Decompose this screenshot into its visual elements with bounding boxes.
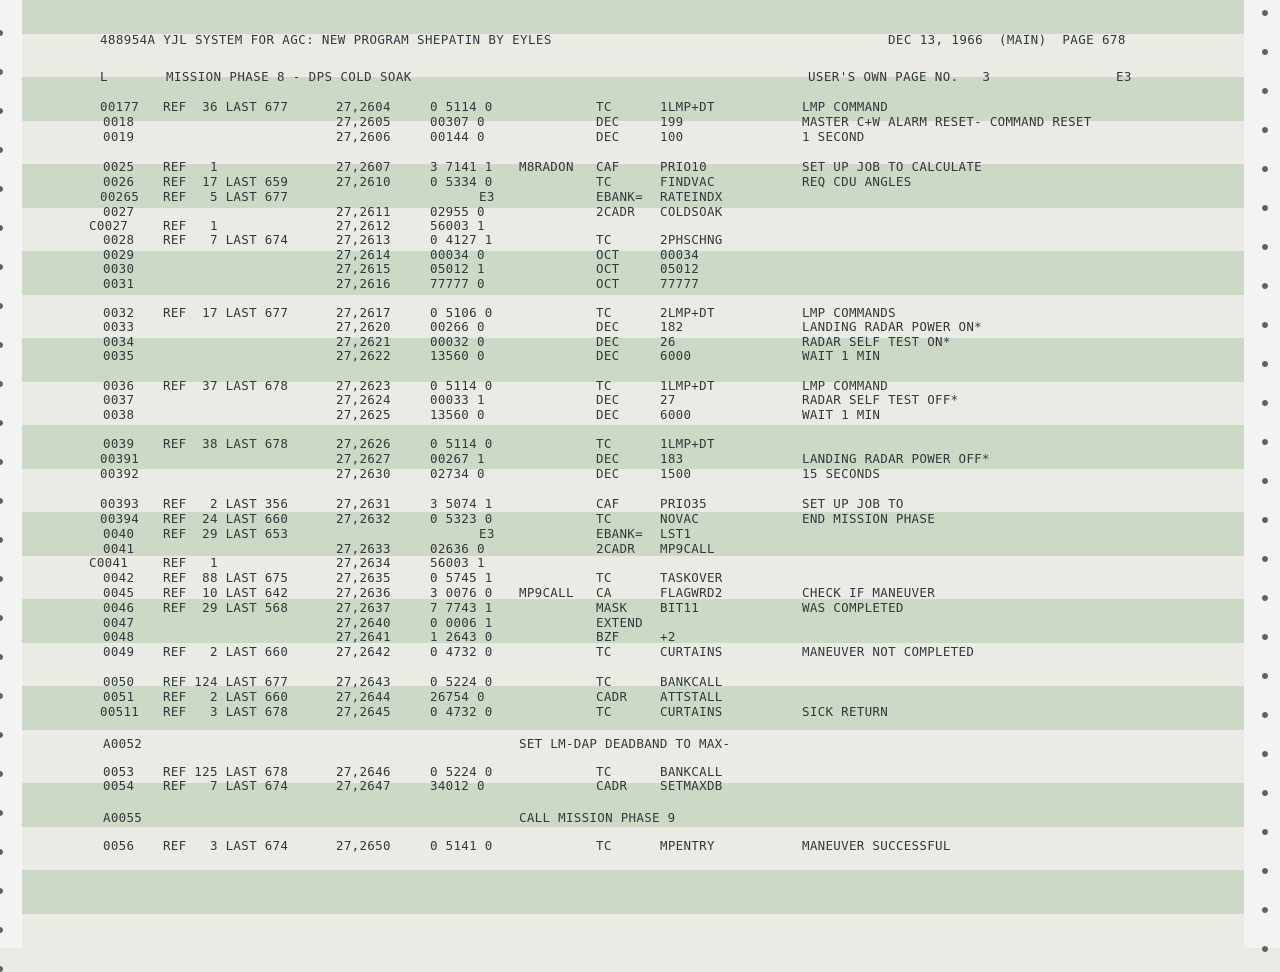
listing-ref: REF 1 [163, 555, 218, 570]
listing-op: CADR [596, 689, 628, 704]
listing-addr: 27,2646 [336, 764, 391, 779]
listing-comment: 15 SECONDS [802, 466, 881, 481]
tractor-hole [1262, 322, 1268, 328]
listing-octal: 1 2643 0 [430, 629, 493, 644]
listing-op: DEC [596, 129, 620, 144]
listing-addr: 27,2616 [336, 276, 391, 291]
listing-line: 0051 [103, 689, 135, 704]
listing-op: TC [596, 674, 612, 689]
listing-ref: REF 38 LAST 678 [163, 436, 289, 451]
listing-op: CADR [596, 778, 628, 793]
listing-addr: 27,2642 [336, 644, 391, 659]
listing-octal: 00033 1 [430, 392, 485, 407]
listing-line: 0056 [103, 838, 135, 853]
listing-operand: 100 [660, 129, 684, 144]
listing-line: 0032 [103, 305, 135, 320]
listing-addr: 27,2605 [336, 114, 391, 129]
listing-addr: 27,2630 [336, 466, 391, 481]
listing-line: 0026 [103, 174, 135, 189]
listing-addr: 27,2611 [336, 204, 391, 219]
listing-addr: 27,2607 [336, 159, 391, 174]
listing-op: DEC [596, 348, 620, 363]
listing-operand: 2LMP+DT [660, 305, 715, 320]
listing-octal: 00144 0 [430, 129, 485, 144]
listing-line: 0030 [103, 261, 135, 276]
listing-line: 0037 [103, 392, 135, 407]
right-tractor-edge [1244, 0, 1280, 948]
listing-octal: 0 0006 1 [430, 615, 493, 630]
listing-op: TC [596, 764, 612, 779]
listing-addr: 27,2617 [336, 305, 391, 320]
listing-line: 0034 [103, 334, 135, 349]
tractor-hole [1262, 673, 1268, 679]
listing-octal: 02636 0 [430, 541, 485, 556]
listing-operand: BANKCALL [660, 674, 723, 689]
listing-operand: 1LMP+DT [660, 436, 715, 451]
listing-line: 0025 [103, 159, 135, 174]
listing-line: C0027 [89, 218, 129, 233]
listing-operand: 1LMP+DT [660, 378, 715, 393]
listing-comment: LMP COMMAND [802, 99, 889, 114]
listing-ref: REF 29 LAST 568 [163, 600, 289, 615]
listing-addr: 27,2612 [336, 218, 391, 233]
tractor-hole [1262, 595, 1268, 601]
tractor-hole [0, 966, 3, 972]
listing-op: EBANK= [596, 189, 643, 204]
listing-octal: 56003 1 [430, 218, 485, 233]
listing-op: DEC [596, 392, 620, 407]
listing-octal: 7 7743 1 [430, 600, 493, 615]
listing-line: 0039 [103, 436, 135, 451]
listing-operand: CURTAINS [660, 704, 723, 719]
listing-line: 0042 [103, 570, 135, 585]
listing-ref: REF 1 [163, 159, 218, 174]
listing-addr: 27,2604 [336, 99, 391, 114]
listing-op: TC [596, 704, 612, 719]
listing-operand: 27 [660, 392, 676, 407]
listing-line: 0046 [103, 600, 135, 615]
listing-octal: E3 [479, 189, 495, 204]
listing-comment: CHECK IF MANEUVER [802, 585, 936, 600]
listing-line: 0045 [103, 585, 135, 600]
listing-line: 0019 [103, 129, 135, 144]
listing-comment: REQ CDU ANGLES [802, 174, 912, 189]
listing-addr: 27,2635 [336, 570, 391, 585]
listing-operand: FINDVAC [660, 174, 715, 189]
listing-octal: 0 4127 1 [430, 232, 493, 247]
listing-octal: 02734 0 [430, 466, 485, 481]
listing-line: 0047 [103, 615, 135, 630]
listing-comment: SET UP JOB TO [802, 496, 904, 511]
listing-ref: REF 7 LAST 674 [163, 232, 289, 247]
listing-op: DEC [596, 319, 620, 334]
listing-op: CA [596, 585, 612, 600]
listing-op: EBANK= [596, 526, 643, 541]
left-tractor-edge [0, 0, 22, 948]
listing-octal: 0 5106 0 [430, 305, 493, 320]
listing-operand: LST1 [660, 526, 692, 541]
listing-line: 0049 [103, 644, 135, 659]
listing-comment: WAIT 1 MIN [802, 407, 881, 422]
tractor-hole [1262, 439, 1268, 445]
listing-octal: 13560 0 [430, 407, 485, 422]
listing-octal: 77777 0 [430, 276, 485, 291]
listing-operand: ATTSTALL [660, 689, 723, 704]
listing-op: CAF [596, 159, 620, 174]
listing-addr: 27,2615 [336, 261, 391, 276]
tractor-hole [1262, 634, 1268, 640]
listing-line: 00391 [100, 451, 140, 466]
listing-line: 0033 [103, 319, 135, 334]
listing-operand: SETMAXDB [660, 778, 723, 793]
listing-comment: LMP COMMAND [802, 378, 889, 393]
listing-comment: END MISSION PHASE [802, 511, 936, 526]
listing-addr: 27,2650 [336, 838, 391, 853]
listing-octal: 0 5224 0 [430, 674, 493, 689]
listing-op: TC [596, 378, 612, 393]
listing-addr: 27,2624 [336, 392, 391, 407]
listing-line: 0040 [103, 526, 135, 541]
listing-operand: +2 [660, 629, 676, 644]
listing-ref: REF 17 LAST 659 [163, 174, 289, 189]
listing-line: 0041 [103, 541, 135, 556]
tractor-hole [1262, 478, 1268, 484]
listing-line: 0054 [103, 778, 135, 793]
listing-addr: 27,2641 [336, 629, 391, 644]
listing-addr: 27,2631 [336, 496, 391, 511]
listing-addr: 27,2614 [336, 247, 391, 262]
listing-addr: 27,2606 [336, 129, 391, 144]
listing-operand: 1LMP+DT [660, 99, 715, 114]
listing-octal: 0 4732 0 [430, 644, 493, 659]
listing-ref: REF 1 [163, 218, 218, 233]
listing-comment: WAIT 1 MIN [802, 348, 881, 363]
listing-ref: REF 125 LAST 678 [163, 764, 289, 779]
listing-line: 00394 [100, 511, 140, 526]
listing-op: 2CADR [596, 204, 636, 219]
tractor-hole [1262, 205, 1268, 211]
listing-addr: 27,2626 [336, 436, 391, 451]
listing-octal: E3 [479, 526, 495, 541]
tractor-hole [1262, 127, 1268, 133]
listing-octal: 34012 0 [430, 778, 485, 793]
listing-op: 2CADR [596, 541, 636, 556]
listing-octal: 0 5114 0 [430, 436, 493, 451]
listing-octal: 05012 1 [430, 261, 485, 276]
greenbar-stripe [22, 251, 1244, 295]
listing-op: OCT [596, 247, 620, 262]
listing-addr: 27,2634 [336, 555, 391, 570]
listing-op: CAF [596, 496, 620, 511]
listing-addr: 27,2644 [336, 689, 391, 704]
tractor-hole [1262, 907, 1268, 913]
listing-op: MASK [596, 600, 628, 615]
listing-comment: 1 SECOND [802, 129, 865, 144]
listing-ref: REF 2 LAST 660 [163, 644, 289, 659]
listing-operand: 183 [660, 451, 684, 466]
listing-op: TC [596, 570, 612, 585]
tractor-hole [1262, 556, 1268, 562]
listing-octal: 00307 0 [430, 114, 485, 129]
ebank-indicator: E3 [1116, 69, 1132, 84]
listing-line: 0031 [103, 276, 135, 291]
listing-line: 00177 [100, 99, 140, 114]
listing-octal: 00266 0 [430, 319, 485, 334]
tractor-hole [1262, 712, 1268, 718]
listing-addr: 27,2622 [336, 348, 391, 363]
listing-addr: 27,2620 [336, 319, 391, 334]
listing-ref: REF 29 LAST 653 [163, 526, 289, 541]
listing-octal: 00032 0 [430, 334, 485, 349]
listing-line: 00265 [100, 189, 140, 204]
listing-line: 0050 [103, 674, 135, 689]
listing-operand: TASKOVER [660, 570, 723, 585]
listing-operand: 1500 [660, 466, 692, 481]
tractor-hole [1262, 517, 1268, 523]
listing-operand: 182 [660, 319, 684, 334]
user-page-number: USER'S OWN PAGE NO. 3 [808, 69, 991, 84]
listing-op: EXTEND [596, 615, 643, 630]
listing-octal: 3 5074 1 [430, 496, 493, 511]
listing-ref: REF 3 LAST 678 [163, 704, 289, 719]
listing-line: 0018 [103, 114, 135, 129]
listing-addr: 27,2621 [336, 334, 391, 349]
listing-op: TC [596, 232, 612, 247]
listing-title: 488954A YJL SYSTEM FOR AGC: NEW PROGRAM SHEPATIN BY EYLES [100, 32, 552, 47]
listing-line: 00392 [100, 466, 140, 481]
listing-operand: RATEINDX [660, 189, 723, 204]
listing-operand: 00034 [660, 247, 700, 262]
listing-octal: 0 5114 0 [430, 99, 493, 114]
listing-octal: 0 5114 0 [430, 378, 493, 393]
listing-ref: REF 3 LAST 674 [163, 838, 289, 853]
listing-op: DEC [596, 407, 620, 422]
listing-op: DEC [596, 114, 620, 129]
listing-ref: REF 36 LAST 677 [163, 99, 289, 114]
listing-operand: PRIO10 [660, 159, 707, 174]
listing-line: 0048 [103, 629, 135, 644]
listing-operand: 6000 [660, 348, 692, 363]
section-letter: L [100, 69, 108, 84]
listing-line: 0027 [103, 204, 135, 219]
section-title: MISSION PHASE 8 - DPS COLD SOAK [166, 69, 412, 84]
listing-operand: FLAGWRD2 [660, 585, 723, 600]
listing-comment: SICK RETURN [802, 704, 889, 719]
listing-date: DEC 13, 1966 (MAIN) PAGE 678 [888, 32, 1126, 47]
listing-comment: MASTER C+W ALARM RESET- COMMAND RESET [802, 114, 1092, 129]
tractor-hole [1262, 790, 1268, 796]
listing-octal: 00034 0 [430, 247, 485, 262]
listing-octal: 02955 0 [430, 204, 485, 219]
listing-op: TC [596, 644, 612, 659]
listing-operand: 6000 [660, 407, 692, 422]
listing-line: 0035 [103, 348, 135, 363]
listing-octal: 0 5224 0 [430, 764, 493, 779]
listing-op: DEC [596, 334, 620, 349]
listing-octal: 3 0076 0 [430, 585, 493, 600]
listing-operand: MPENTRY [660, 838, 715, 853]
listing-operand: CURTAINS [660, 644, 723, 659]
tractor-hole [1262, 829, 1268, 835]
listing-addr: 27,2647 [336, 778, 391, 793]
listing-op: TC [596, 174, 612, 189]
listing-ref: REF 2 LAST 356 [163, 496, 289, 511]
listing-line: 00393 [100, 496, 140, 511]
listing-comment: RADAR SELF TEST ON* [802, 334, 951, 349]
listing-ref: REF 2 LAST 660 [163, 689, 289, 704]
listing-op: OCT [596, 276, 620, 291]
listing-octal: 0 5141 0 [430, 838, 493, 853]
listing-line: 0053 [103, 764, 135, 779]
greenbar-stripe [22, 338, 1244, 382]
listing-addr: 27,2613 [336, 232, 391, 247]
listing-addr: 27,2632 [336, 511, 391, 526]
tractor-hole [1262, 166, 1268, 172]
greenbar-stripe [22, 870, 1244, 914]
listing-comment: RADAR SELF TEST OFF* [802, 392, 959, 407]
listing-operand: NOVAC [660, 511, 700, 526]
listing-op: TC [596, 436, 612, 451]
listing-line: 0028 [103, 232, 135, 247]
listing-comment: MANEUVER SUCCESSFUL [802, 838, 951, 853]
listing-comment: MANEUVER NOT COMPLETED [802, 644, 975, 659]
listing-octal: 56003 1 [430, 555, 485, 570]
listing-operand: 77777 [660, 276, 700, 291]
listing-ref: REF 17 LAST 677 [163, 305, 289, 320]
tractor-hole [1262, 946, 1268, 952]
listing-comment: LANDING RADAR POWER ON* [802, 319, 982, 334]
listing-operand: MP9CALL [660, 541, 715, 556]
listing-ref: REF 10 LAST 642 [163, 585, 289, 600]
listing-op: TC [596, 838, 612, 853]
listing-comment: CALL MISSION PHASE 9 [519, 810, 676, 825]
listing-octal: 13560 0 [430, 348, 485, 363]
listing-label: M8RADON [519, 159, 574, 174]
listing-operand: BANKCALL [660, 764, 723, 779]
tractor-hole [1262, 10, 1268, 16]
tractor-hole [1262, 88, 1268, 94]
listing-comment: LMP COMMANDS [802, 305, 896, 320]
listing-operand: 2PHSCHNG [660, 232, 723, 247]
listing-addr: 27,2625 [336, 407, 391, 422]
listing-line: 00511 [100, 704, 140, 719]
listing-octal: 0 5745 1 [430, 570, 493, 585]
tractor-hole [1262, 868, 1268, 874]
listing-octal: 0 5323 0 [430, 511, 493, 526]
listing-addr: 27,2637 [336, 600, 391, 615]
listing-ref: REF 88 LAST 675 [163, 570, 289, 585]
listing-op: BZF [596, 629, 620, 644]
tractor-hole [1262, 751, 1268, 757]
listing-op: TC [596, 511, 612, 526]
tractor-hole [1262, 283, 1268, 289]
listing-ref: REF 24 LAST 660 [163, 511, 289, 526]
listing-addr: 27,2633 [336, 541, 391, 556]
listing-line: C0041 [89, 555, 129, 570]
listing-comment: SET LM-DAP DEADBAND TO MAX- [519, 736, 731, 751]
listing-ref: REF 5 LAST 677 [163, 189, 289, 204]
tractor-hole [1262, 361, 1268, 367]
listing-operand: 05012 [660, 261, 700, 276]
tractor-hole [1262, 49, 1268, 55]
listing-addr: 27,2643 [336, 674, 391, 689]
listing-op: TC [596, 99, 612, 114]
listing-octal: 26754 0 [430, 689, 485, 704]
listing-operand: BIT11 [660, 600, 700, 615]
listing-ref: REF 124 LAST 677 [163, 674, 289, 689]
greenbar-stripe [22, 0, 1244, 34]
tractor-hole [1262, 244, 1268, 250]
listing-comment: SET UP JOB TO CALCULATE [802, 159, 982, 174]
listing-line: 0038 [103, 407, 135, 422]
listing-comment: WAS COMPLETED [802, 600, 904, 615]
listing-op: DEC [596, 451, 620, 466]
listing-ref: REF 37 LAST 678 [163, 378, 289, 393]
listing-operand: COLDSOAK [660, 204, 723, 219]
listing-line: A0055 [103, 810, 143, 825]
listing-line: 0029 [103, 247, 135, 262]
listing-addr: 27,2645 [336, 704, 391, 719]
listing-addr: 27,2627 [336, 451, 391, 466]
listing-operand: 199 [660, 114, 684, 129]
listing-operand: 26 [660, 334, 676, 349]
listing-addr: 27,2610 [336, 174, 391, 189]
listing-comment: LANDING RADAR POWER OFF* [802, 451, 990, 466]
listing-ref: REF 7 LAST 674 [163, 778, 289, 793]
listing-octal: 0 5334 0 [430, 174, 493, 189]
listing-op: DEC [596, 466, 620, 481]
listing-line: A0052 [103, 736, 143, 751]
tractor-hole [1262, 400, 1268, 406]
listing-addr: 27,2623 [336, 378, 391, 393]
listing-octal: 00267 1 [430, 451, 485, 466]
listing-label: MP9CALL [519, 585, 574, 600]
listing-operand: PRIO35 [660, 496, 707, 511]
listing-octal: 0 4732 0 [430, 704, 493, 719]
listing-addr: 27,2636 [336, 585, 391, 600]
listing-line: 0036 [103, 378, 135, 393]
listing-octal: 3 7141 1 [430, 159, 493, 174]
listing-op: OCT [596, 261, 620, 276]
listing-op: TC [596, 305, 612, 320]
listing-addr: 27,2640 [336, 615, 391, 630]
